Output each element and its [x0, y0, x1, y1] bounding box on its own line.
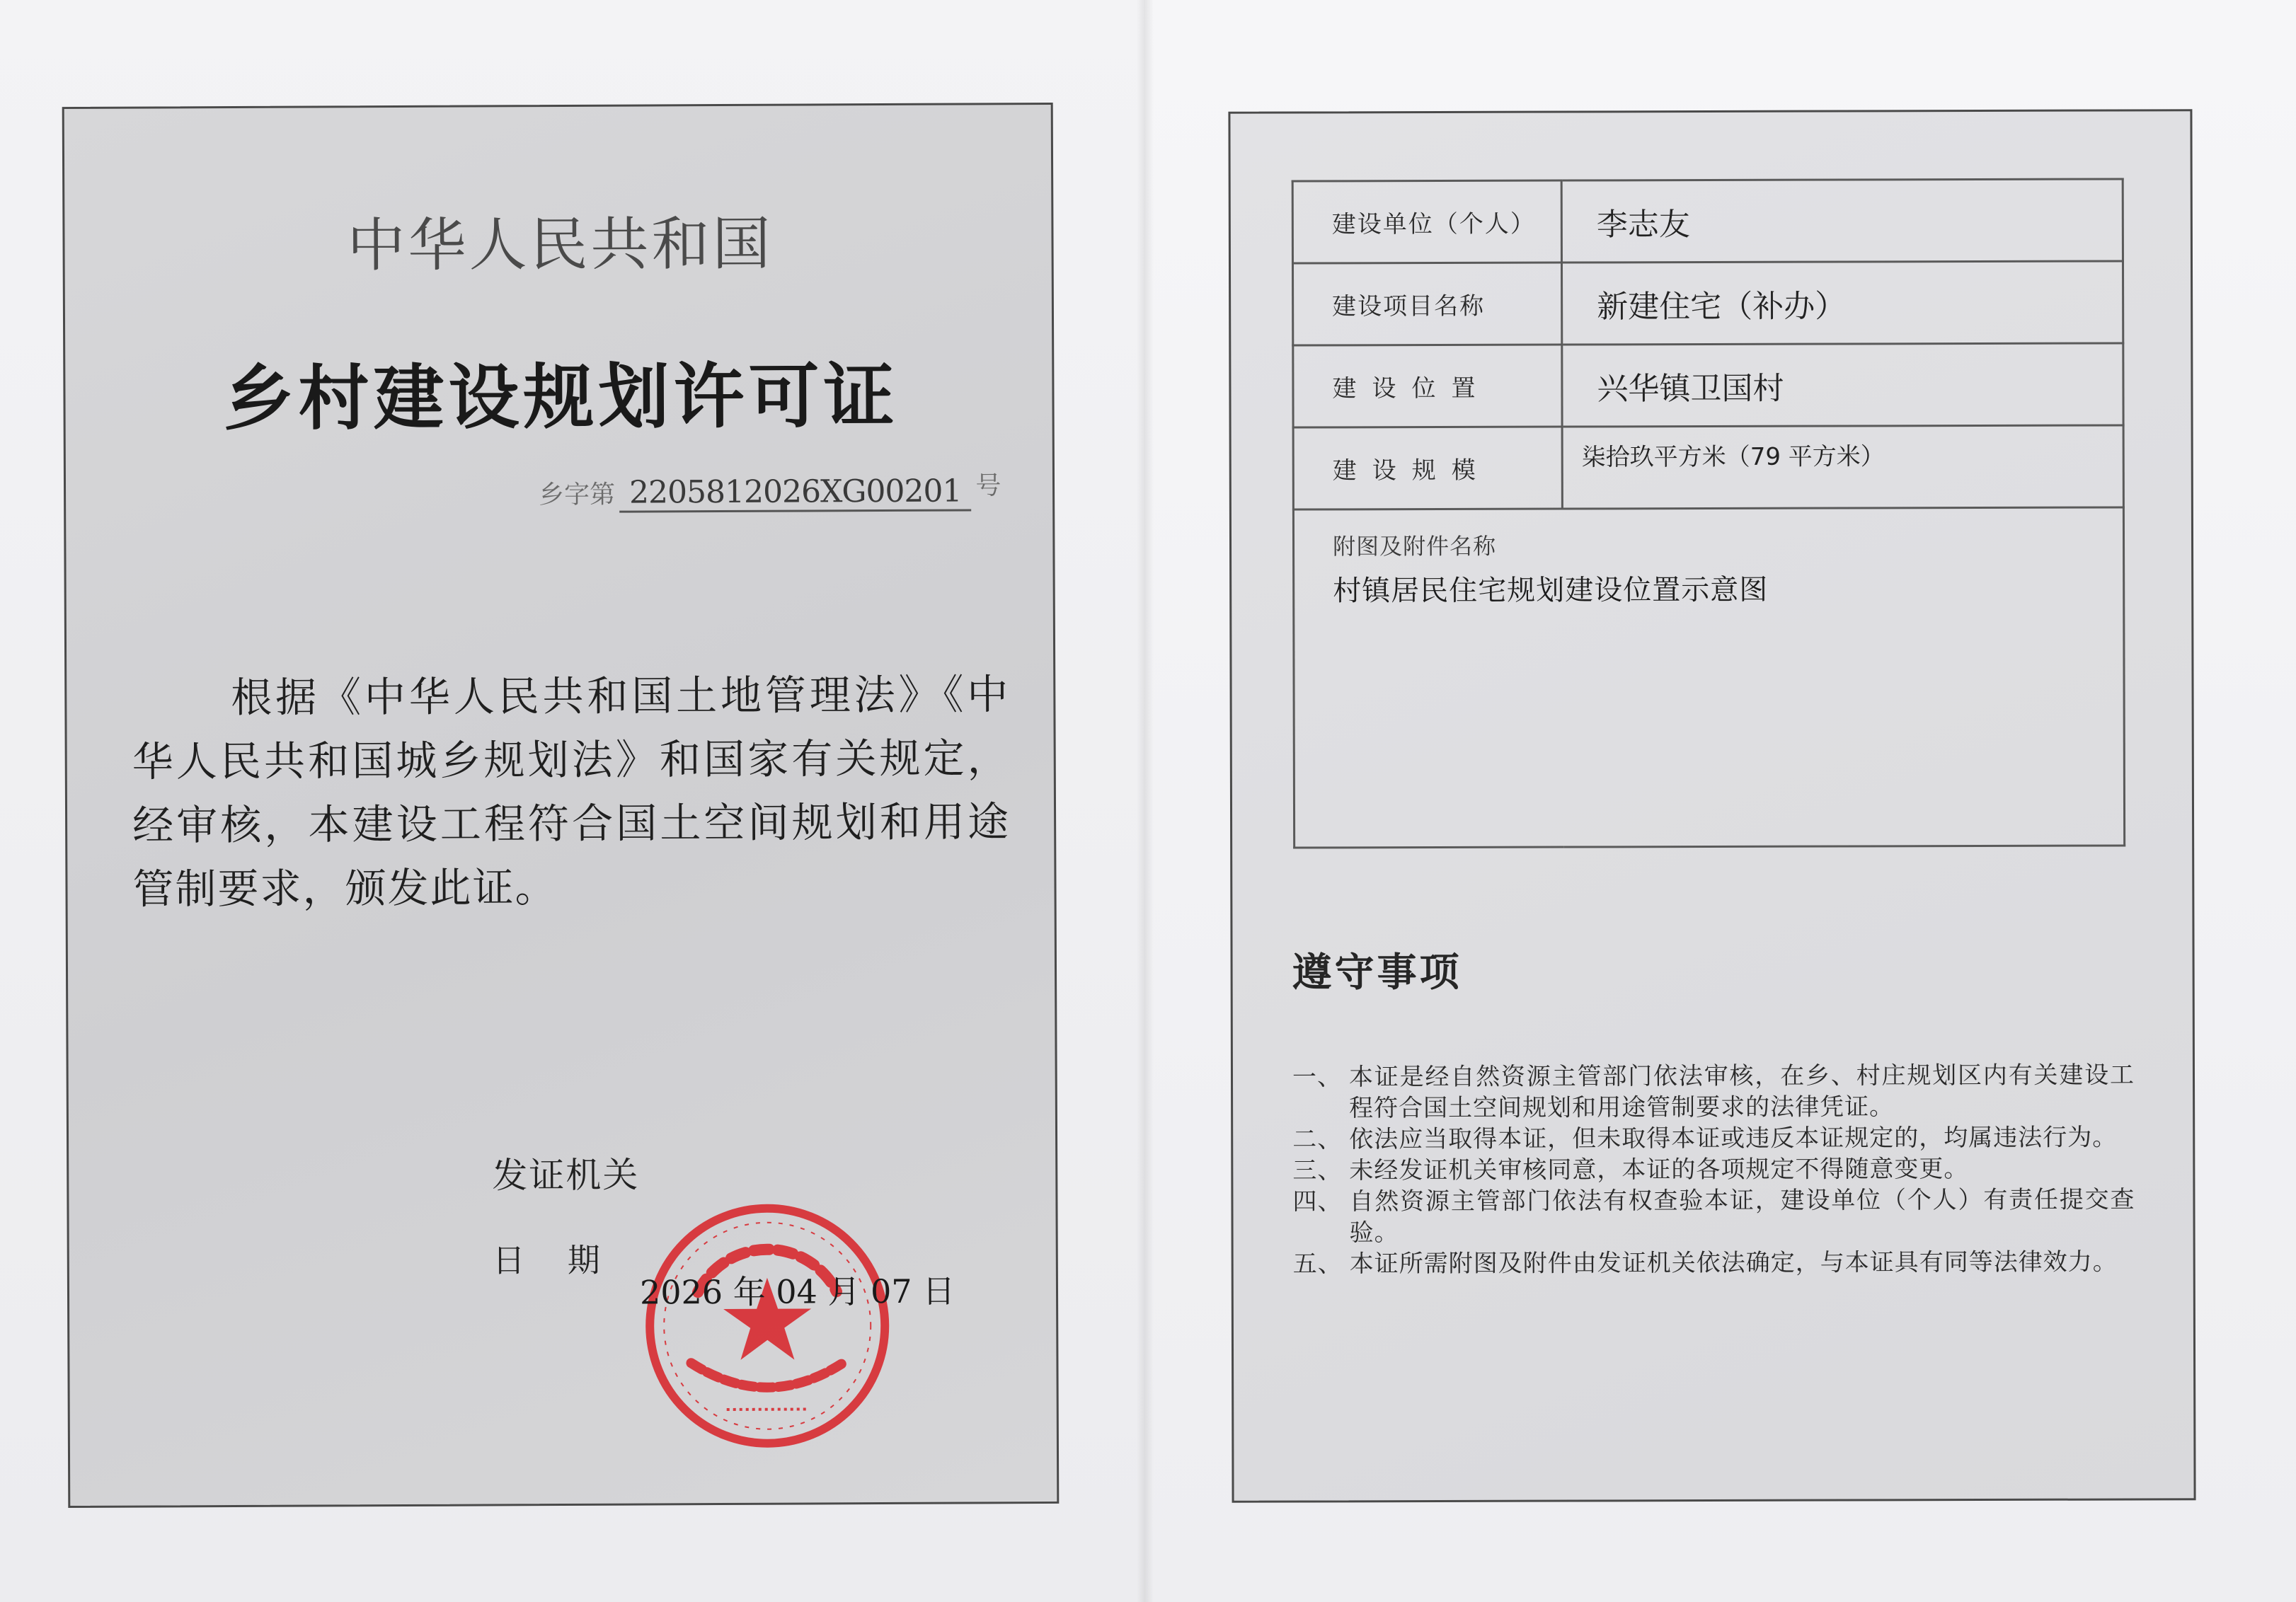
list-item: [1293, 1246, 2135, 1279]
list-item: [1292, 1184, 2135, 1248]
attachments-cell: [1293, 507, 2124, 848]
date-label: 日期: [492, 1240, 643, 1280]
page-fold: [1137, 0, 1154, 1602]
note-text: 本证是经自然资源主管部门依法审核，在乡、村庄规划区内有关建设工程符合国土空间规划和用途管制要求的法律凭证。: [1348, 1061, 2135, 1123]
note-text: 依法应当取得本证，但未取得本证或违反本证规定的，均属违法行为。: [1349, 1123, 2118, 1154]
official-seal: [641, 1199, 894, 1453]
country-name: 中华人民共和国: [347, 210, 774, 280]
license-number: 2205812026XG00201: [619, 473, 972, 512]
note-number: 三、: [1292, 1156, 1343, 1185]
license-number-prefix: 乡字第: [538, 480, 616, 510]
license-details-panel: [1228, 109, 2195, 1503]
row-label-scale: 建设规模: [1293, 427, 1562, 509]
note-text: 未经发证机关审核同意，本证的各项规定不得随意变更。: [1349, 1155, 1969, 1185]
row-value-location: 兴华镇卫国村: [1562, 343, 2123, 427]
row-value-builder: 李志友: [1561, 179, 2123, 263]
attachments-value: 村镇居民住宅规划建设位置示意图: [1333, 573, 1769, 608]
notes-title: 遵守事项: [1292, 949, 1462, 996]
list-item: [1292, 1153, 2135, 1186]
note-number: 五、: [1292, 1250, 1343, 1279]
attachments-label: 附图及附件名称: [1332, 532, 1497, 560]
notes-list: [1292, 1059, 2135, 1279]
license-title: 乡村建设规划许可证: [223, 354, 899, 441]
row-label-location: 建设位置: [1293, 345, 1562, 427]
license-number-suffix: 号: [975, 471, 1001, 501]
list-item: [1292, 1122, 2135, 1155]
license-info-table: [1292, 178, 2125, 848]
issue-date: 2026 年 04 月 07 日: [639, 1272, 955, 1312]
list-item: [1292, 1059, 2135, 1124]
table-row: [1293, 343, 2123, 427]
row-label-project: 建设项目名称: [1292, 263, 1561, 345]
legal-basis-paragraph: 根据《中华人民共和国土地管理法》《中华人民共和国城乡规划法》和国家有关规定，经审核，本建设工程符合国土空间规划和用途管制要求，颁发此证。: [132, 670, 1011, 914]
issuer-label: 发证机关: [492, 1154, 640, 1197]
table-row: [1293, 507, 2124, 848]
note-text: 自然资源主管部门依法有权查验本证，建设单位（个人）有责任提交查验。: [1349, 1185, 2135, 1247]
note-number: 一、: [1292, 1063, 1343, 1092]
license-number-row: [539, 473, 1001, 513]
note-number: 二、: [1292, 1125, 1343, 1154]
note-text: 本证所需附图及附件由发证机关依法确定，与本证具有同等法律效力。: [1349, 1247, 2118, 1279]
license-cover-panel: [62, 103, 1060, 1508]
table-row: [1292, 261, 2123, 345]
table-row: [1292, 179, 2123, 263]
row-label-builder: 建设单位（个人）: [1292, 180, 1561, 263]
row-value-scale: 柒拾玖平方米（79 平方米）: [1562, 425, 2123, 509]
official-seal-graphic: [641, 1199, 894, 1453]
note-number: 四、: [1292, 1187, 1343, 1216]
table-row: [1293, 425, 2123, 509]
row-value-project: 新建住宅（补办）: [1561, 261, 2123, 345]
